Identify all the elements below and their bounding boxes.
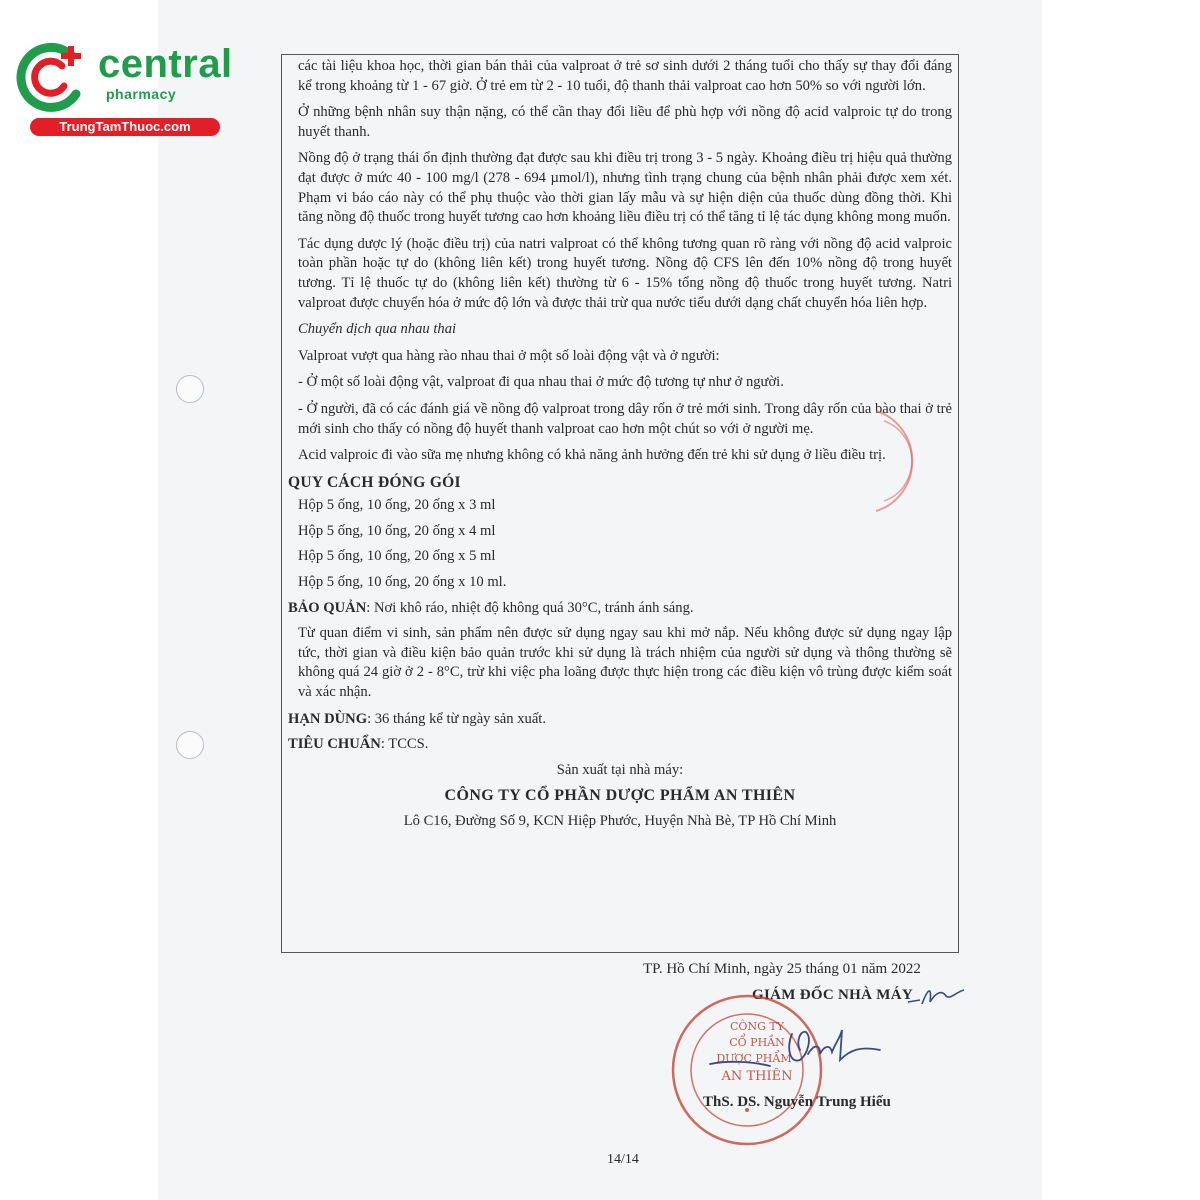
paragraph: - Ở người, đã có các đánh giá về nồng độ valproat trong dây rốn ở trẻ mới sinh. Trong dây rốn của bào thai ở trẻ mới sinh cho thấy có nồng độ huyết thanh valproat cao hơn một chút so với ở người mẹ. [298, 400, 952, 437]
paragraph: - Ở một số loài động vật, valproat đi qua nhau thai ở mức độ tương tự như ở người. [298, 374, 784, 391]
page-number: 14/14 [607, 1152, 639, 1167]
storage-line [288, 599, 952, 619]
seal-line: CỔ PHẦN [729, 1036, 785, 1049]
expiry-label: HẠN DÙNG [288, 710, 368, 727]
packaging-item: Hộp 5 ống, 10 ống, 20 ống x 3 ml [298, 497, 496, 514]
placenta-heading: Chuyển dịch qua nhau thai [298, 321, 457, 338]
cross-c-logo-icon [10, 36, 94, 120]
manufacturer-address: Lô C16, Đường Số 9, KCN Hiệp Phước, Huyện Nhà Bè, TP Hồ Chí Minh [403, 813, 837, 829]
paragraph: Ở những bệnh nhân suy thận nặng, có thể cần thay đổi liều để phù hợp với nồng độ acid valproic tự do trong huyết thanh. [298, 104, 952, 140]
seal-line: AN THIÊN [721, 1069, 793, 1084]
packaging-item: Hộp 5 ống, 10 ống, 20 ống x 5 ml [298, 548, 496, 565]
document-body [288, 57, 952, 838]
paragraph: Acid valproic đi vào sữa mẹ nhưng không có khả năng ảnh hưởng đến trẻ khi sử dụng ở liều điều trị. [298, 447, 886, 464]
standard-label: TIÊU CHUẨN [288, 736, 381, 753]
storage-value: : Nơi khô ráo, nhiệt độ không quá 30°C, tránh ánh sáng. [366, 599, 694, 616]
standard-line [288, 735, 952, 755]
storage-label: BẢO QUẢN [288, 599, 367, 616]
expiry-value: : 36 tháng kể từ ngày sản xuất. [367, 710, 547, 727]
central-pharmacy-logo[interactable] [10, 36, 233, 136]
brand-name: central [98, 42, 233, 86]
seal-line: CÔNG TY [730, 1020, 784, 1033]
paragraph: Nồng độ ở trạng thái ổn định thường đạt được sau khi điều trị trong 3 - 5 ngày. Khoảng điều trị hiệu quả thường đạt được ở mức 40 - 100 mg/l (278 - 694 µmol/l), nhưng tình trạng chung của bệnh nhân phải được xem xét. Phạm vi báo cáo này có thể phụ thuộc vào thời gian lấy mẫu và sự hiện diện của thuốc dùng đồng thời. Khi tăng nồng độ thuốc trong huyết tương cao hơn khoảng liều điều trị có thể tăng tỉ lệ tác dụng không mong muốn. [298, 150, 952, 226]
brand-subtitle: pharmacy [106, 86, 177, 102]
partial-stamp-seal [866, 406, 928, 516]
initial-signature [906, 980, 966, 1010]
seal-line: DƯỢC PHẨM [716, 1052, 792, 1065]
packaging-item: Hộp 5 ống, 10 ống, 20 ống x 4 ml [298, 522, 496, 539]
standard-value: : TCCS. [380, 736, 429, 753]
director-title: GIÁM ĐỐC NHÀ MÁY [752, 987, 914, 1003]
packaging-heading: QUY CÁCH ĐÓNG GÓI [288, 473, 461, 491]
paragraph: Tác dụng dược lý (hoặc điều trị) của natri valproat có thể không tương quan rõ ràng với nồng độ acid valproic toàn phần hoặc tự do (không liên kết) trong huyết tương. Nồng độ CFS lên đến 10% nồng độ trong huyết tương. Tỉ lệ thuốc tự do (không liên kết) thường từ 6 - 15% tổng nồng độ thuốc trong huyết tương. Natri valproat được chuyển hóa ở mức độ lớn và được thải trừ qua nước tiểu dưới dạng chất chuyển hóa liên hợp. [298, 235, 952, 311]
manufacturer-name: CÔNG TY CỔ PHẦN DƯỢC PHẨM AN THIÊN [444, 787, 796, 805]
signature-date: TP. Hồ Chí Minh, ngày 25 tháng 01 năm 2022 [643, 961, 921, 977]
signer-name: ThS. DS. Nguyễn Trung Hiếu [703, 1094, 891, 1110]
packaging-item: Hộp 5 ống, 10 ống, 20 ống x 10 ml. [298, 574, 507, 591]
expiry-line [288, 710, 952, 730]
paragraph: Valproat vượt qua hàng rào nhau thai ở một số loài động vật và ở người: [298, 347, 720, 364]
brand-website: TrungTamThuoc.com [30, 118, 220, 136]
storage-note: Từ quan điểm vi sinh, sản phẩm nên được sử dụng ngay sau khi mở nắp. Nếu không được sử dụng ngay lập tức, thời gian và điều kiện bảo quản trước khi sử dụng là trách nhiệm của người sử dụng và thông thường sẽ không quá 24 giờ ở 2 - 8°C, trừ khi việc pha loãng được thực hiện trong các điều kiện vô trùng được kiểm soát và xác nhận. [298, 625, 952, 701]
paragraph: các tài liệu khoa học, thời gian bán thải của valproat ở trẻ sơ sinh dưới 2 tháng tuổi cho thấy sự thay đổi đáng kể trong khoảng từ 1 - 67 giờ. Ở trẻ em từ 2 - 10 tuổi, độ thanh thải valproat cao hơn 50% so với người lớn. [298, 58, 952, 94]
manufacturer-intro: Sản xuất tại nhà máy: [556, 761, 684, 778]
punch-hole-top [176, 375, 204, 403]
director-signature [700, 1020, 890, 1090]
punch-hole-bottom [176, 731, 204, 759]
